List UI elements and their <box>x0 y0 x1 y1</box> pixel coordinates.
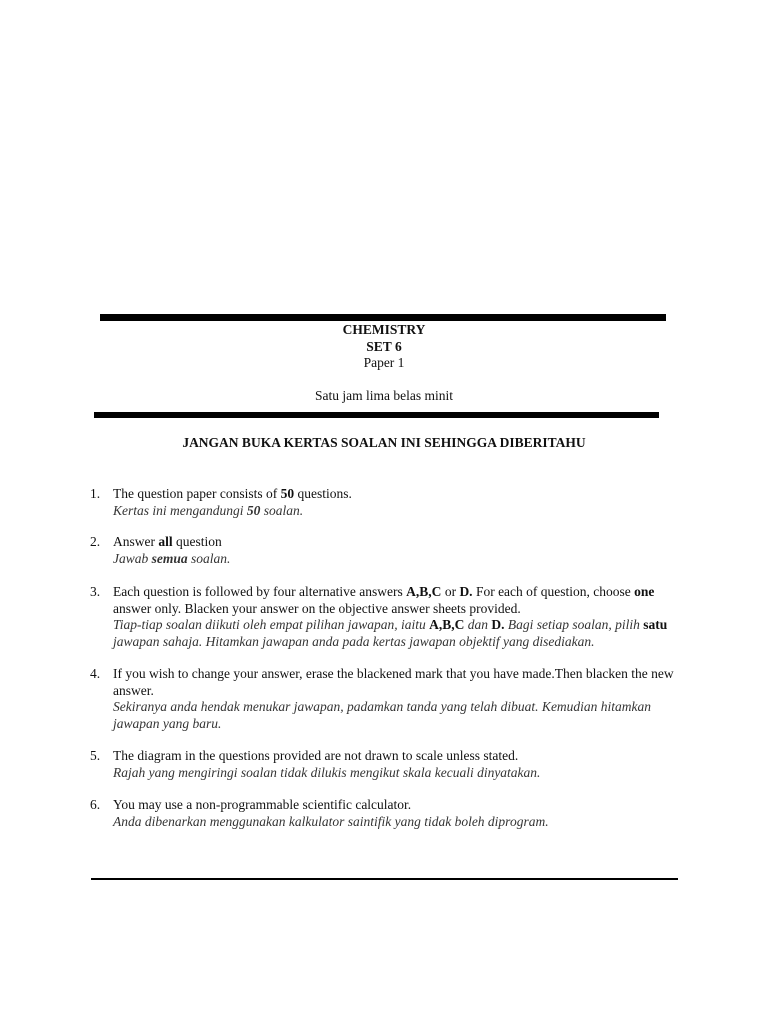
text-run: Jawab <box>113 550 152 566</box>
bottom-rule <box>91 878 678 880</box>
middle-rule <box>94 412 659 418</box>
text-run: jawapan sahaja. Hitamkan jawapan anda pada kertas jawapan objektif yang disediakan. <box>113 633 595 649</box>
set-label: SET 6 <box>366 339 402 354</box>
instruction-number: 5. <box>90 748 101 763</box>
instruction-item <box>90 584 680 650</box>
bold-text-run: one <box>634 584 655 599</box>
text-run: Answer <box>113 534 159 549</box>
instruction-english <box>113 486 680 503</box>
instruction-number: 1. <box>90 486 101 501</box>
text-run: Rajah yang mengiringi soalan tidak dilukis mengikut skala kecuali dinyatakan. <box>113 764 541 780</box>
text-run: Tiap-tiap soalan diikuti oleh empat pilihan jawapan, iaitu <box>113 617 430 632</box>
instruction-number: 4. <box>90 666 101 681</box>
subject-title: CHEMISTRY <box>342 322 426 337</box>
instruction-english <box>113 666 680 699</box>
warning-heading: JANGAN BUKA KERTAS SOALAN INI SEHINGGA DIBERITAHU <box>182 435 586 450</box>
text-run: Kertas ini mengandungi <box>113 502 247 518</box>
instruction-item <box>90 486 680 519</box>
top-rule <box>100 314 666 321</box>
bold-text-run: D. <box>459 584 473 599</box>
text-run: If you wish to change your answer, erase the blackened mark that you have made.Then blacken the new answer. <box>113 666 674 698</box>
text-run: soalan. <box>260 502 304 518</box>
instruction-english <box>113 748 680 765</box>
bold-text-run: A,B,C <box>429 617 465 632</box>
instruction-item <box>90 666 680 732</box>
instruction-english <box>113 534 680 551</box>
instruction-english <box>113 584 680 617</box>
text-run: Each question is followed by four alternative answers <box>113 584 407 599</box>
text-run: The question paper consists of <box>113 486 281 501</box>
instruction-malay <box>113 765 680 782</box>
instruction-malay <box>113 503 680 520</box>
bold-text-run: D. <box>491 617 505 632</box>
paper-label: Paper 1 <box>363 355 405 370</box>
duration-label: Satu jam lima belas minit <box>315 388 453 403</box>
text-run: You may use a non-programmable scientific calculator. <box>113 797 412 812</box>
instruction-item <box>90 748 680 781</box>
text-run: or <box>441 584 460 599</box>
instruction-malay <box>113 814 680 831</box>
instruction-malay <box>113 617 680 650</box>
text-run: soalan. <box>187 550 231 566</box>
instruction-number: 6. <box>90 797 101 812</box>
instruction-number: 3. <box>90 584 101 599</box>
text-run: questions. <box>294 486 352 501</box>
text-run: Bagi setiap soalan, pilih <box>504 617 644 632</box>
instruction-english <box>113 797 680 814</box>
instruction-item <box>90 534 680 567</box>
bold-text-run: semua <box>151 550 188 566</box>
bold-text-run: A,B,C <box>406 584 442 599</box>
bold-text-run: 50 <box>246 502 261 518</box>
text-run: Anda dibenarkan menggunakan kalkulator saintifik yang tidak boleh diprogram. <box>113 813 549 829</box>
bold-text-run: all <box>158 534 173 549</box>
instruction-malay <box>113 551 680 568</box>
text-run: The diagram in the questions provided are not drawn to scale unless stated. <box>113 748 519 763</box>
text-run: question <box>172 534 222 549</box>
instruction-malay <box>113 699 680 732</box>
text-run: Sekiranya anda hendak menukar jawapan, padamkan tanda yang telah dibuat. Kemudian hitamkan jawapan yang baru. <box>113 699 652 731</box>
text-run: For each of question, choose <box>472 584 635 599</box>
bold-text-run: satu <box>643 617 668 632</box>
instruction-item <box>90 797 680 830</box>
bold-text-run: 50 <box>280 486 295 501</box>
text-run: dan <box>464 617 492 632</box>
text-run: answer only. Blacken your answer on the objective answer sheets provided. <box>113 600 521 616</box>
instruction-number: 2. <box>90 534 101 549</box>
